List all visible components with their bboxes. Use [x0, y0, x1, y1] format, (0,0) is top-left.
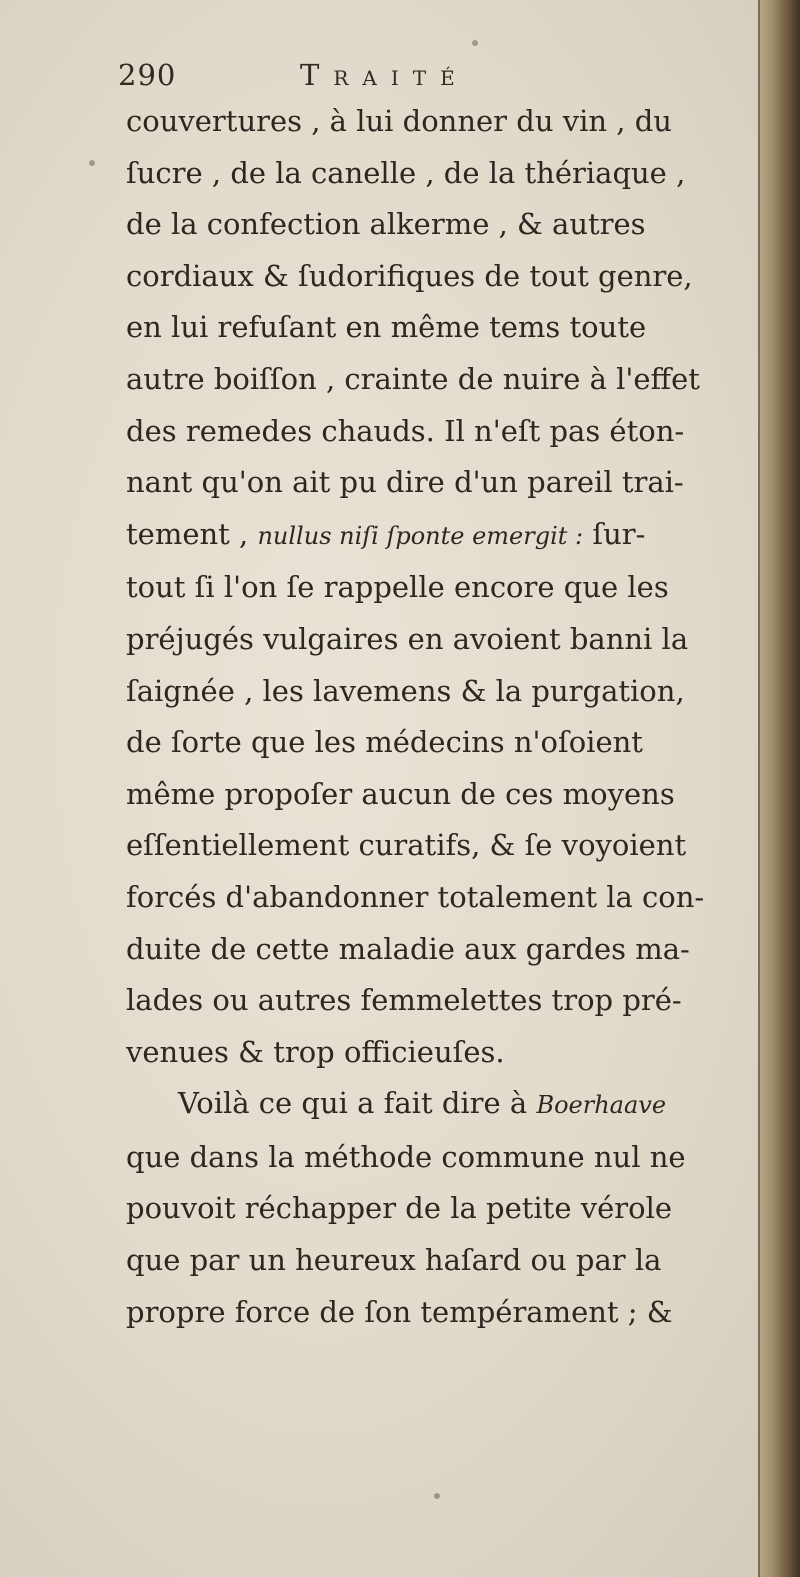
- latin-quote: nullus niſi ſponte emergit :: [257, 521, 584, 550]
- text-line: des remedes chauds. Il n'eſt pas éton-: [126, 413, 685, 448]
- page-header: [110, 58, 670, 98]
- gutter-edge: [758, 0, 760, 1577]
- ink-spot: [89, 160, 95, 166]
- page-gutter: [758, 0, 800, 1577]
- text-line: forcés d'abandonner totalement la con-: [126, 879, 705, 914]
- text-line: de la confection alkerme , & autres: [126, 207, 646, 242]
- text-line: ſaignée , les lavemens & la purgation,: [126, 673, 685, 708]
- text-line: même propoſer aucun de ces moyens: [126, 776, 675, 811]
- text-line: que dans la méthode commune nul ne: [126, 1139, 686, 1174]
- text-line: Voilà ce qui a fait dire à: [178, 1086, 528, 1121]
- text-line: duite de cette maladie aux gardes ma-: [126, 931, 690, 966]
- text-line: ſucre , de la canelle , de la thériaque ,: [126, 155, 686, 190]
- page-number: 290: [118, 58, 177, 92]
- author-name: Boerhaave: [536, 1091, 667, 1120]
- text-line: en lui refuſant en même tems toute: [126, 310, 647, 345]
- text-line: venues & trop officieuſes.: [126, 1034, 505, 1069]
- text-line: nant qu'on ait pu dire d'un pareil trai-: [126, 465, 684, 500]
- ink-spot: [472, 40, 478, 46]
- ink-spot: [434, 1493, 440, 1499]
- text-line: préjugés vulgaires en avoient banni la: [126, 621, 689, 656]
- text-line: propre force de ſon tempérament ; &: [126, 1294, 673, 1329]
- text-line: cordiaux & ſudorifiques de tout genre,: [126, 258, 693, 293]
- text-line: que par un heureux haſard ou par la: [126, 1243, 662, 1278]
- paragraph-start-line: [126, 1078, 714, 1132]
- text-line: couvertures , à lui donner du vin , du: [126, 104, 672, 138]
- text-line-with-quote: [126, 509, 714, 563]
- text-line: lades ou autres femmelettes trop pré-: [126, 983, 682, 1018]
- text-line: de ſorte que les médecins n'oſoient: [126, 725, 643, 760]
- text-line: tement ,: [126, 516, 249, 551]
- text-line: tout ſi l'on ſe rappelle encore que les: [126, 570, 669, 605]
- text-line: eſſentiellement curatifs, & ſe voyoient: [126, 828, 687, 863]
- text-line: autre boiſſon , crainte de nuire à l'effet: [126, 361, 700, 396]
- quote-tail: ſur-: [592, 516, 646, 551]
- running-title: Traité: [300, 58, 469, 92]
- body-text: [126, 96, 714, 1338]
- text-line: pouvoit réchapper de la petite vérole: [126, 1191, 673, 1226]
